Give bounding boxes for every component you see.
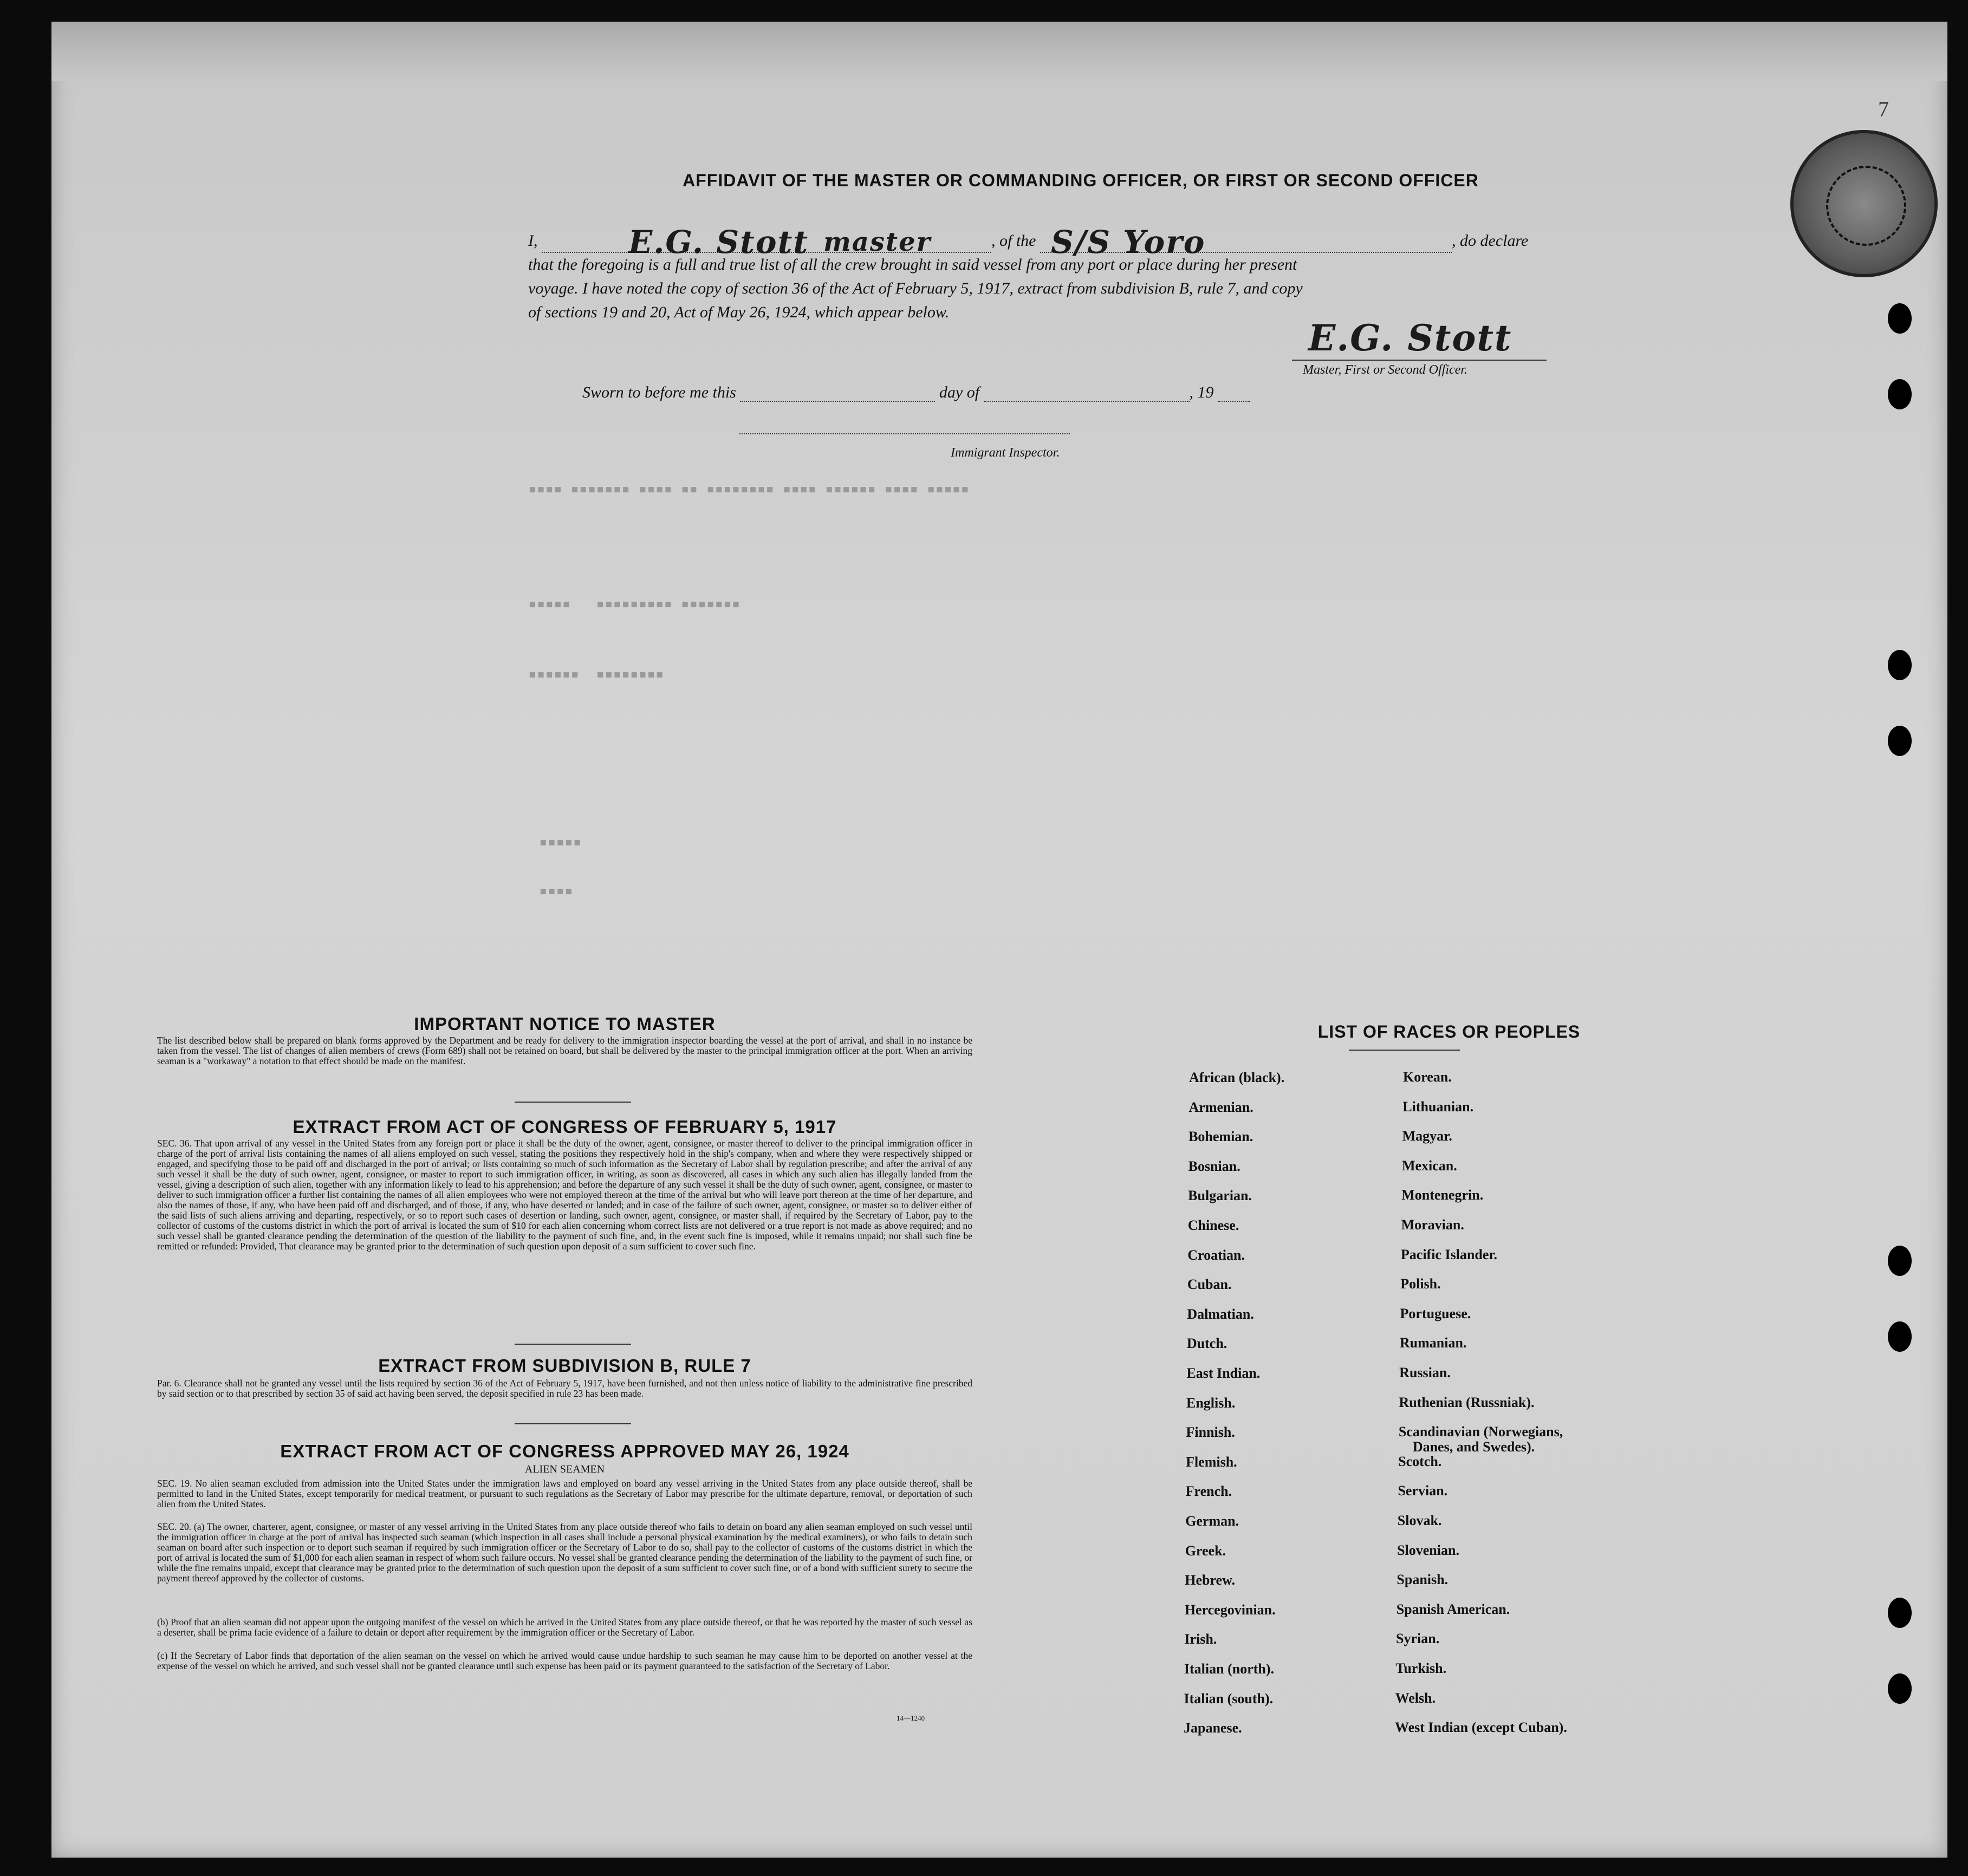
extract-1924-subtitle: ALIEN SEAMEN — [524, 1463, 605, 1475]
race-item: Croatian. — [1187, 1247, 1245, 1263]
extract-1924-sec19: SEC. 19. No alien seaman excluded from admission into the United States under the immigration laws and employed on board any vessel arriving in the United States from any place outside thereof, shall be permitted to land in the United States, except temporarily for medical treatment, or pursuant to such regulations as the Secretary of Labor may prescribe for the ultimate departure, removal, or deportation of such alien from the United States. — [157, 1478, 972, 1509]
divider — [515, 1102, 631, 1103]
punch-hole — [1888, 303, 1912, 334]
extract-rule7-title: EXTRACT FROM SUBDIVISION B, RULE 7 — [378, 1356, 751, 1376]
race-item: Japanese. — [1184, 1720, 1242, 1736]
master-name-field — [542, 224, 991, 260]
extract-1924-sec20c: (c) If the Secretary of Labor finds that deportation of the alien seaman on the vessel on which he arrived would cause undue hardship to such seaman he may cause him to be deported on another vessel at the expense of the vessel on which he arrived, and such vessel shall not be granted clearance until such expense has been paid or its payment guaranteed to the satisfaction of the Secretary of Labor. — [157, 1650, 972, 1671]
inspector-signature-line — [739, 433, 1070, 434]
race-item: Servian. — [1398, 1483, 1448, 1499]
race-item: Lithuanian. — [1402, 1098, 1474, 1115]
race-item: Pacific Islander. — [1400, 1246, 1498, 1262]
affidavit-prefix: I, — [528, 232, 538, 250]
signature-caption: Master, First or Second Officer. — [1303, 363, 1467, 377]
sworn-line — [582, 383, 1250, 402]
affidavit-line-3: voyage. I have noted the copy of section 36 of the Act of February 5, 1917, extract from subdivision B, rule 7, and copy — [528, 279, 1303, 297]
folded-top-edge — [51, 22, 1947, 81]
sworn-day-text: day of — [939, 383, 980, 401]
race-item: German. — [1185, 1513, 1239, 1529]
race-item: Hebrew. — [1185, 1572, 1235, 1588]
sworn-year-field — [1218, 401, 1250, 402]
race-item: Spanish. — [1397, 1572, 1449, 1588]
race-item: Scandinavian (Norwegians, Danes, and Swedes). — [1398, 1424, 1563, 1455]
punch-hole — [1888, 1321, 1912, 1352]
do-declare-text: , do declare — [1452, 232, 1529, 250]
sworn-prefix: Sworn to before me this — [582, 383, 736, 401]
form-code: 14—1240 — [897, 1714, 925, 1722]
bleed-through-text: ▪▪▪▪▪ ▪▪▪▪▪▪▪▪▪ ▪▪▪▪▪▪▪ — [528, 596, 741, 612]
race-item: Scotch. — [1398, 1453, 1442, 1469]
bleed-through-text: ▪▪▪▪ ▪▪▪▪▪▪▪ ▪▪▪▪ ▪▪ ▪▪▪▪▪▪▪▪ ▪▪▪▪ ▪▪▪▪▪▪ ▪▪▪▪ ▪▪▪▪▪ — [528, 481, 969, 497]
race-item: Italian (north). — [1184, 1661, 1275, 1677]
race-item: Dalmatian. — [1187, 1306, 1254, 1322]
master-name-handwriting: E.G. Stott — [628, 224, 809, 260]
extract-1917-title: EXTRACT FROM ACT OF CONGRESS OF FEBRUARY 5, 1917 — [293, 1117, 837, 1137]
race-item: Bosnian. — [1188, 1158, 1240, 1174]
sworn-month-field — [984, 401, 1190, 402]
race-item: Moravian. — [1401, 1217, 1464, 1233]
extract-1917-text: SEC. 36. That upon arrival of any vessel in the United States from any foreign port or place it shall be the duty of the owner, agent, consignee, or master thereof to deliver to the principal immigration officer in charge of the port of arrival lists containing the names of all aliens employed on such vessel, stating the positions they respectively hold in the ship's company, when and where they were respectively shipped or engaged, and specifying those to be paid off and discharged in the port of arrival; or lists containing so much of such information as the Secretary of Labor shall by regulation prescribe; and after the arrival of any such vessel it shall be the duty of such owner, agent, consignee, or master to report to such immigration officer, in writing, as soon as discovered, all cases in which any such alien has illegally landed from the vessel, giving a description of such alien, together with any information likely to lead to his apprehension; and before the departure of any such vessel it shall be the duty of such owner, agent, consignee, or master to deliver to such immigration officer a further list containing the names of all alien employees who were not employed thereon at the time of the arrival but who will leave port thereon at the time of her departure, and also the names of those, if any, who have been paid off and discharged, and of those, if any, who have deserted or landed; and in case of the failure of such owner, agent, consignee, or master so to deliver either of the said lists of such aliens arriving and departing, respectively, or so to report such cases of desertion or landing, such owner, agent, consignee, or master shall, if required by the Secretary of Labor, pay to the collector of customs of the customs district in which the port of arrival is located the sum of $10 for each alien concerning whom correct lists are not delivered or a true report is not made as above required; and no such vessel shall be granted clearance pending the determination of the question of the liability to the payment of such fine, and, in the event such fine is imposed, while it remains unpaid; nor shall such fine be remitted or refunded: Provided, That clearance may be granted prior to the determination of such question upon deposit of a sum sufficient to cover such fine. — [157, 1138, 972, 1252]
race-item: West Indian (except Cuban). — [1395, 1719, 1567, 1736]
notice-master-text: The list described below shall be prepared on blank forms approved by the Department and be ready for delivery to the immigration inspector boarding the vessel at the port of arrival, and shall in no instance be taken from the vessel. The list of changes of alien members of crews (Form 689) shall not be retained on board, but shall be delivered by the master to the principal immigration officer at the port. When an arriving seaman is a "workaway" a notation to that effect should be made on the manifest. — [157, 1035, 972, 1066]
race-item: Korean. — [1403, 1069, 1452, 1085]
race-item: Spanish American. — [1396, 1601, 1510, 1617]
race-item: Slovak. — [1397, 1513, 1442, 1528]
race-item: Irish. — [1184, 1631, 1217, 1647]
race-item: Slovenian. — [1397, 1542, 1459, 1558]
punch-hole — [1888, 1673, 1912, 1704]
affidavit-title: AFFIDAVIT OF THE MASTER OR COMMANDING OFFICER, OR FIRST OR SECOND OFFICER — [683, 171, 1479, 190]
race-item: English. — [1186, 1395, 1236, 1411]
race-item: Portuguese. — [1400, 1305, 1471, 1321]
race-item: Syrian. — [1396, 1631, 1440, 1647]
inspector-caption: Immigrant Inspector. — [951, 446, 1060, 460]
notice-master-title: IMPORTANT NOTICE TO MASTER — [414, 1014, 716, 1034]
extract-1924-sec20b: (b) Proof that an alien seaman did not appear upon the outgoing manifest of the vessel on which he arrived in the United States from any place outside thereof, or that he was reported by the master of such vessel as a deserter, shall be prima facie evidence of a failure to detain or deport after requirement by the immigration officer or the Secretary of Labor. — [157, 1617, 972, 1638]
divider — [515, 1423, 631, 1424]
race-item: Bohemian. — [1188, 1129, 1253, 1145]
race-item: Flemish. — [1186, 1454, 1237, 1470]
punch-hole — [1888, 1598, 1912, 1628]
race-item: Montenegrin. — [1401, 1187, 1484, 1203]
vessel-name-handwriting: S/S Yoro — [1051, 224, 1206, 260]
vessel-name-field — [1040, 224, 1452, 260]
race-item: Welsh. — [1395, 1690, 1436, 1706]
race-item: Ruthenian (Russniak). — [1399, 1394, 1535, 1410]
race-item: Turkish. — [1395, 1660, 1447, 1676]
document-page — [51, 22, 1947, 1858]
race-item: Chinese. — [1187, 1217, 1239, 1233]
signature-line — [1292, 360, 1547, 361]
punch-hole — [1888, 650, 1912, 680]
extract-1924-sec20a: SEC. 20. (a) The owner, charterer, agent, consignee, or master of any vessel arriving in the United States from any place outside thereof who fails to detain on board any alien seaman employed on such vessel until the immigration officer in charge at the port of arrival has inspected such seaman (which inspection in all cases shall include a personal physical examination by the medical examiners), or who fails to detain such seaman on board after such inspection or to deport such seaman if required by such immigration officer or the Secretary of Labor to do so, shall pay to the collector of customs of the customs district in which the port of arrival is located the sum of $1,000 for each alien seaman in respect of whom such failure occurs. No vessel shall be granted clearance pending the determination of the liability to the payment of such fine, or while the fine remains unpaid, except that clearance may be granted prior to the determination of such question upon the deposit of a sum sufficient to cover such fine, or of a bond with sufficient surety to secure the payment thereof approved by the collector of customs. — [157, 1521, 972, 1584]
official-seal-stamp — [1790, 130, 1938, 277]
race-item: French. — [1185, 1483, 1232, 1500]
race-item: Polish. — [1400, 1276, 1441, 1292]
bleed-through-text: ▪▪▪▪▪▪ ▪▪▪▪▪▪▪▪ — [528, 666, 664, 682]
race-item: Magyar. — [1402, 1128, 1452, 1144]
punch-hole — [1888, 1246, 1912, 1276]
extract-rule7-text: Par. 6. Clearance shall not be granted any vessel until the lists required by section 36 of the Act of February 5, 1917, have been furnished, and not then unless notice of liability to the administrative fine prescribed by said section or to that prescribed by section 35 of said act having been served, the deposit specified in rule 23 has been made. — [157, 1378, 972, 1399]
extract-1924-title: EXTRACT FROM ACT OF CONGRESS APPROVED MAY 26, 1924 — [280, 1441, 849, 1461]
races-title: LIST OF RACES OR PEOPLES — [1317, 1022, 1581, 1041]
sworn-year-text: , 19 — [1189, 383, 1214, 401]
race-item: African (black). — [1189, 1070, 1285, 1085]
page-number: 7 — [1878, 97, 1889, 121]
race-item: Armenian. — [1188, 1099, 1253, 1115]
rank-handwriting: master — [823, 227, 931, 257]
sworn-date-field — [740, 401, 935, 402]
punch-hole — [1888, 379, 1912, 409]
bleed-through-text: ▪▪▪▪ — [539, 883, 573, 899]
race-item: Finnish. — [1186, 1424, 1235, 1441]
race-item: Mexican. — [1401, 1157, 1457, 1174]
race-item: Greek. — [1185, 1542, 1226, 1559]
divider — [1349, 1050, 1460, 1051]
race-item: Hercegovinian. — [1184, 1601, 1276, 1618]
race-item: Rumanian. — [1399, 1335, 1467, 1351]
divider — [515, 1344, 631, 1345]
bleed-through-text: ▪▪▪▪▪ — [539, 834, 582, 850]
of-the-text: , of the — [991, 232, 1036, 250]
race-item: Dutch. — [1186, 1336, 1227, 1352]
affidavit-declaration — [528, 224, 1590, 324]
punch-hole — [1888, 726, 1912, 756]
affidavit-line-2: that the foregoing is a full and true list of all the crew brought in said vessel from any port or place during her present — [528, 256, 1297, 273]
affidavit-line-4: of sections 19 and 20, Act of May 26, 1924, which appear below. — [528, 303, 950, 321]
race-item: Russian. — [1399, 1365, 1451, 1380]
master-signature: E.G. Stott — [1308, 317, 1512, 359]
race-item: East Indian. — [1186, 1365, 1261, 1381]
race-item: Bulgarian. — [1188, 1188, 1252, 1204]
affidavit-line-1 — [528, 224, 1590, 260]
race-item: Cuban. — [1187, 1276, 1232, 1293]
race-item: Italian (south). — [1184, 1690, 1274, 1706]
